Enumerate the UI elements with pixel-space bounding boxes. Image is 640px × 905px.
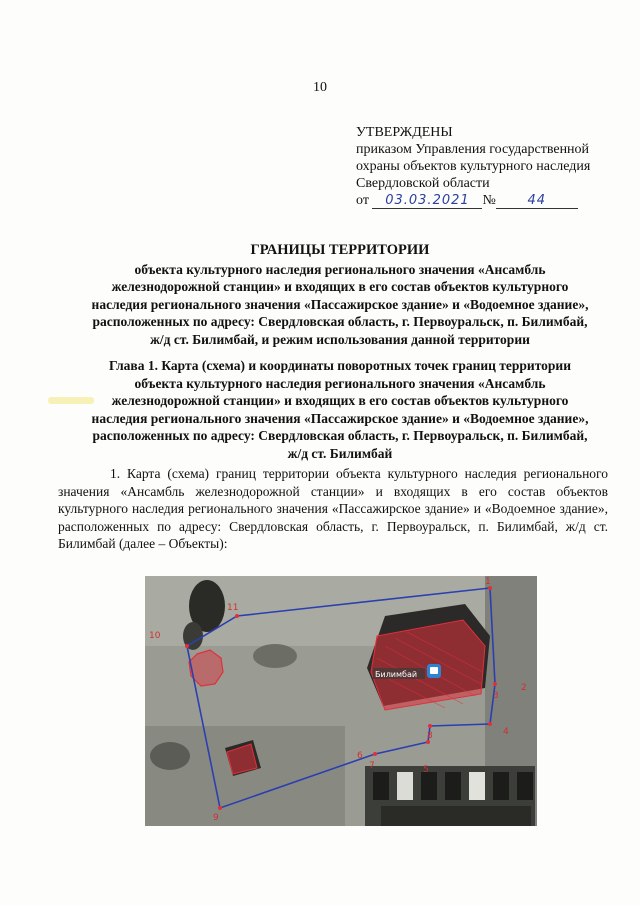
map-area <box>145 726 345 826</box>
point-label: 5 <box>423 765 429 775</box>
station-label: Билимбай <box>375 670 418 679</box>
chapter-line: наследия регионального значения «Пассажирское здание» и «Водоемное здание», <box>91 410 589 426</box>
title-line: наследия регионального значения «Пассажирское здание» и «Водоемное здание», <box>91 296 589 312</box>
title-line: железнодорожной станции» и входящих в его состав объектов культурного <box>111 279 569 294</box>
chapter-line: объекта культурного наследия регионального значения «Ансамбль <box>134 375 546 391</box>
turning-point-marker <box>235 614 239 618</box>
turning-point-marker <box>428 724 432 728</box>
approval-heading: УТВЕРЖДЕНЫ <box>356 125 453 140</box>
point-label: 6 <box>357 751 363 761</box>
approval-number-sign: № <box>482 193 496 208</box>
approval-line-1: приказом Управления государственной <box>356 142 590 157</box>
approval-number: 44 <box>496 194 578 209</box>
approval-date-line <box>356 192 626 209</box>
approval-line-2: охраны объектов культурного наследия <box>356 159 591 174</box>
chapter-line: Глава 1. Карта (схема) и координаты поворотных точек границ территории <box>109 358 571 373</box>
map-parking-row <box>365 766 535 826</box>
map-svg <box>145 576 537 826</box>
point-label: 7 <box>369 761 375 771</box>
point-label: 9 <box>213 813 219 823</box>
map-tree <box>150 742 190 770</box>
document-title <box>60 242 620 348</box>
title-main: ГРАНИЦЫ ТЕРРИТОРИИ <box>250 242 430 258</box>
point-label: 2 <box>521 683 527 693</box>
point-label: 3 <box>493 691 499 701</box>
approval-stamp <box>356 124 626 209</box>
title-line: объекта культурного наследия регионального значения «Ансамбль <box>134 261 546 277</box>
page-number: 10 <box>313 80 327 95</box>
chapter-line: ж/д ст. Билимбай <box>287 445 393 461</box>
turning-point-marker <box>218 806 222 810</box>
turning-point-marker <box>488 722 492 726</box>
body-paragraph: 1. Карта (схема) границ территории объекта культурного наследия регионального значения «Ансамбль железнодорожной станции» и входящих в его состав объектов культурного наследия регионального значения «Пассажирское здание» и «Водоемное здание», расположенных по адресу: Свердловская область, г. Первоуральск, п. Билимбай, ж/д ст. Билимбай (далее – Объекты): <box>58 466 608 552</box>
turning-point-marker <box>493 682 497 686</box>
chapter-line: железнодорожной станции» и входящих в его состав объектов культурного <box>111 393 569 408</box>
title-line: расположенных по адресу: Свердловская область, г. Первоуральск, п. Билимбай, <box>92 314 588 329</box>
boundary-map <box>145 576 537 826</box>
approval-from-prefix: от <box>356 193 369 208</box>
point-label: 10 <box>149 631 161 641</box>
point-label: 1 <box>485 577 491 587</box>
approval-line-3: Свердловской области <box>356 176 490 191</box>
point-label: 4 <box>503 727 509 737</box>
approval-date: 03.03.2021 <box>372 194 482 209</box>
turning-point-marker <box>185 644 189 648</box>
turning-point-marker <box>373 752 377 756</box>
chapter-heading <box>60 357 620 462</box>
chapter-line: расположенных по адресу: Свердловская область, г. Первоуральск, п. Билимбай, <box>92 428 588 443</box>
title-line: ж/д ст. Билимбай, и режим использования данной территории <box>150 331 530 347</box>
point-label: 11 <box>227 603 239 613</box>
train-icon-glyph <box>430 667 438 674</box>
map-tree <box>253 644 297 668</box>
point-label: 8 <box>427 731 433 741</box>
